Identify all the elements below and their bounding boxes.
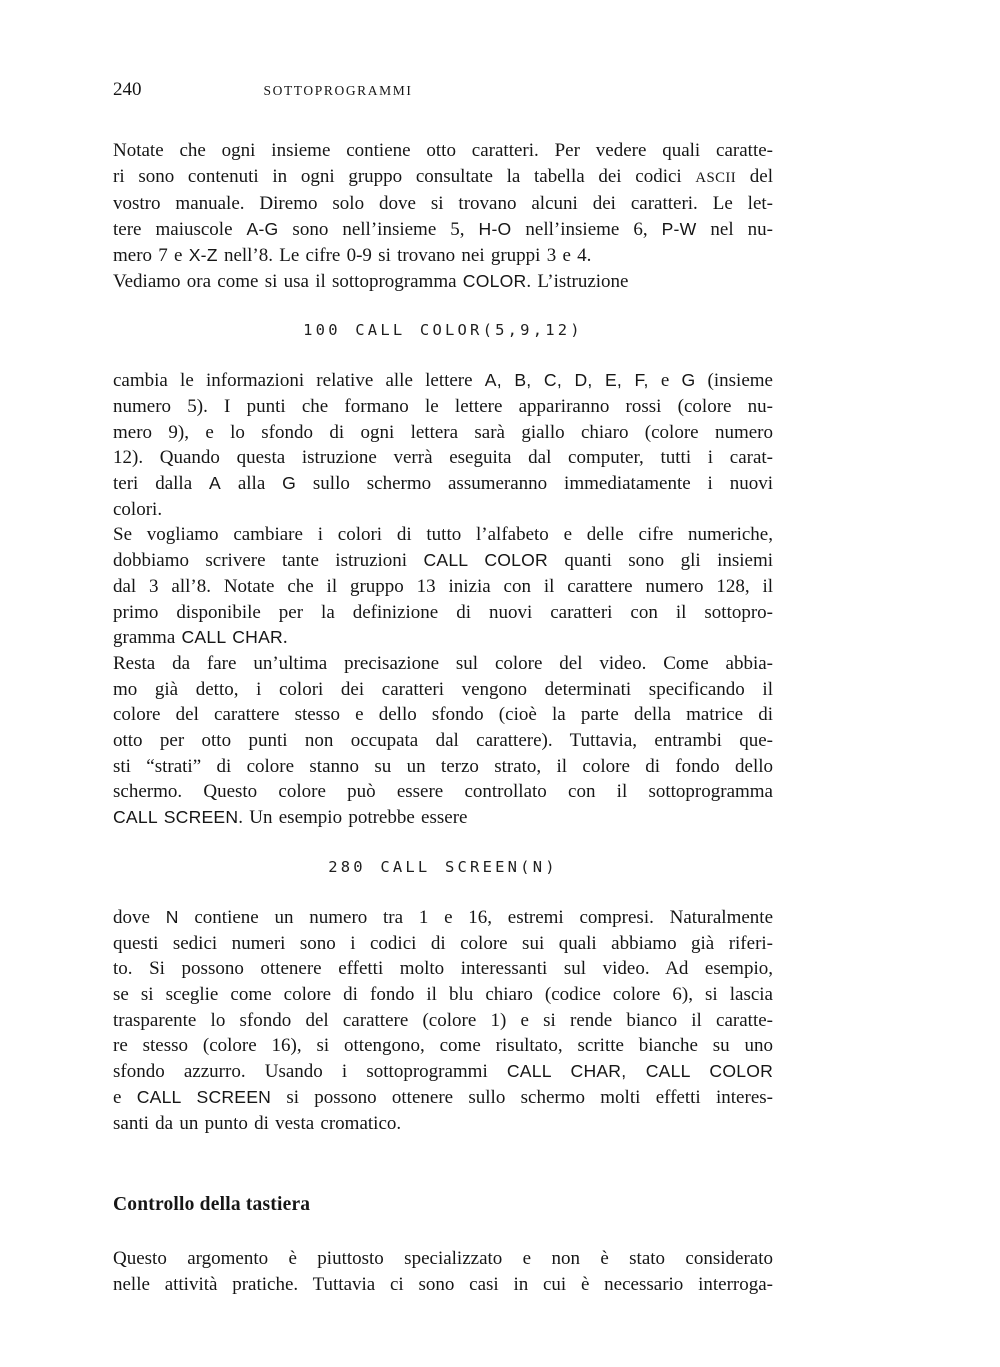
text-line xyxy=(113,243,773,269)
body-text: sti “strati” di colore stanno su un terzo strato, il colore di fondo dello xyxy=(113,755,773,777)
body-text: colori. xyxy=(113,498,163,520)
paragraph xyxy=(113,368,773,522)
paragraph xyxy=(113,905,773,1136)
body-text: alla xyxy=(220,473,283,495)
paragraph xyxy=(113,138,773,269)
text-line xyxy=(113,164,773,192)
text-line xyxy=(113,269,773,295)
body-text: primo disponibile per la definizione di nuovi caratteri con il sottopro- xyxy=(113,601,773,623)
code-inline: CALL CHAR, CALL COLOR xyxy=(506,1061,773,1082)
body-text: sono nell’insieme 5, xyxy=(278,219,479,241)
text-line xyxy=(113,522,773,548)
body-text: re stesso (colore 16), si ottengono, come risultato, scritte bianche su uno xyxy=(113,1035,773,1057)
text-line xyxy=(113,754,773,780)
body-text: e xyxy=(113,1086,137,1108)
body-text: nell’8. Le cifre 0-9 si trovano nei gruppi 3 e 4. xyxy=(217,244,592,266)
text-line xyxy=(113,625,773,651)
text-line xyxy=(113,651,773,677)
body-text: contiene un numero tra 1 e 16, estremi compresi. Naturalmente xyxy=(178,906,773,928)
body-text: otto per otto punti non occupata dal carattere). Tuttavia, entrambi que- xyxy=(113,730,773,752)
code-inline: G xyxy=(282,473,297,494)
code-inline: H-O xyxy=(478,219,512,240)
paragraph xyxy=(113,269,773,295)
body-text: to. Si possono ottenere effetti molto interessanti sul video. Ad esempio, xyxy=(113,958,773,980)
body-text: Vediamo ora come si usa il sottoprogramma xyxy=(113,270,463,292)
text-line xyxy=(113,931,773,957)
body-text: se si sceglie come colore di fondo il blu chiaro (codice colore 6), si lascia xyxy=(113,983,773,1005)
text-line xyxy=(113,728,773,754)
code-inline: G xyxy=(681,370,696,391)
content xyxy=(113,138,773,1298)
text-line xyxy=(113,1085,773,1111)
body-text: mero 7 e xyxy=(113,244,189,266)
text-line xyxy=(113,574,773,600)
body-text: e xyxy=(648,370,682,392)
text-line xyxy=(113,368,773,394)
body-text: Se vogliamo cambiare i colori di tutto l’alfabeto e delle cifre numeriche, xyxy=(113,524,773,546)
code-inline: CALL SCREEN xyxy=(136,1086,272,1107)
code-listing: 280 CALL SCREEN(N) xyxy=(328,857,558,876)
text-line xyxy=(113,1246,773,1272)
text-line xyxy=(113,1033,773,1059)
text-line xyxy=(113,1008,773,1034)
text-line xyxy=(113,1111,773,1137)
smallcaps-text: ASCII xyxy=(695,169,737,186)
paragraph xyxy=(113,651,773,831)
text-line xyxy=(113,702,773,728)
body-text: Notate che ogni insieme contiene otto caratteri. Per vedere quali caratte- xyxy=(113,140,773,161)
body-text: dal 3 all’8. Notate che il gruppo 13 inizia con il carattere numero 128, il xyxy=(113,575,773,597)
text-line xyxy=(113,1272,773,1298)
text-line xyxy=(113,677,773,703)
code-listing: 100 CALL COLOR(5,9,12) xyxy=(303,321,583,340)
body-text: del xyxy=(736,165,773,187)
text-line xyxy=(113,497,773,523)
body-text: nelle attività pratiche. Tuttavia ci sono casi in cui è necessario interroga- xyxy=(113,1273,773,1295)
body-text: nel nu- xyxy=(696,219,773,241)
text-line xyxy=(113,956,773,982)
body-text: sfondo azzurro. Usando i sottoprogrammi xyxy=(113,1061,507,1083)
body-text: numero 5). I punti che formano le lettere appariranno rossi (colore nu- xyxy=(113,395,773,417)
page-header xyxy=(113,79,773,101)
body-text: mero 9), e lo sfondo di ogni lettera sarà giallo chiaro (colore numero xyxy=(113,421,773,443)
text-line xyxy=(113,191,773,217)
text-line xyxy=(113,600,773,626)
code-inline: N xyxy=(165,906,179,927)
code-inline: A, B, C, D, E, F, xyxy=(484,370,649,391)
text-line xyxy=(113,217,773,243)
text-line xyxy=(113,394,773,420)
text-line xyxy=(113,138,773,164)
body-text: sullo schermo assumeranno immediatamente i nuovi xyxy=(296,473,773,495)
body-text: . Un esempio potrebbe essere xyxy=(238,807,468,829)
code-inline: P-W xyxy=(661,219,697,240)
body-text: questi sedici numeri sono i codici di colore sui quali abbiamo già riferi- xyxy=(113,932,773,954)
body-text: dobbiamo scrivere tante istruzioni xyxy=(113,550,424,572)
body-text: ri sono contenuti in ogni gruppo consultate la tabella dei codici xyxy=(113,165,696,187)
paragraph xyxy=(113,1246,773,1297)
text-line xyxy=(113,905,773,931)
body-text: cambia le informazioni relative alle lettere xyxy=(113,370,485,392)
body-text: trasparente lo sfondo del carattere (colore 1) e si rende bianco il caratte- xyxy=(113,1009,773,1031)
body-text: quanti sono gli insiemi xyxy=(547,550,774,572)
code-inline: X-Z xyxy=(188,244,218,265)
body-text: teri dalla xyxy=(113,473,210,495)
text-line xyxy=(113,445,773,471)
body-text: (insieme xyxy=(695,370,773,392)
body-text: colore del carattere stesso e dello sfondo (cioè la parte della matrice di xyxy=(113,704,773,726)
body-text: schermo. Questo colore può essere controllato con il sottoprogramma xyxy=(113,781,773,803)
body-text: nell’insieme 6, xyxy=(511,219,662,241)
page-number: 240 xyxy=(113,79,142,100)
body-text: dove xyxy=(113,906,166,928)
body-text: si possono ottenere sullo schermo molti effetti interes- xyxy=(271,1086,773,1108)
body-text: santi da un punto di vesta cromatico. xyxy=(113,1112,402,1134)
code-inline: A-G xyxy=(246,219,279,240)
code-inline: CALL SCREEN xyxy=(113,807,239,828)
running-title: SOTTOPROGRAMMI xyxy=(263,83,413,98)
text-line xyxy=(113,548,773,574)
body-text: Questo argomento è piuttosto specializzato e non è stato considerato xyxy=(113,1248,773,1270)
body-text: 12). Quando questa istruzione verrà eseguita dal computer, tutti i carat- xyxy=(113,447,773,469)
body-text: . xyxy=(282,627,288,649)
text-line xyxy=(113,805,773,831)
text-line xyxy=(113,420,773,446)
body-text: vostro manuale. Diremo solo dove si trovano alcuni dei caratteri. Le let- xyxy=(113,193,773,215)
code-inline: A xyxy=(209,473,221,494)
text-line xyxy=(113,779,773,805)
body-text: tere maiuscole xyxy=(113,219,247,241)
body-text: mo già detto, i colori dei caratteri vengono determinati specificando il xyxy=(113,678,773,700)
section-heading: Controllo della tastiera xyxy=(113,1194,311,1216)
code-inline: COLOR xyxy=(462,270,527,291)
body-text: Resta da fare un’ultima precisazione sul colore del video. Come abbia- xyxy=(113,652,773,674)
paragraph xyxy=(113,522,773,651)
body-text: gramma xyxy=(113,627,182,649)
text-line xyxy=(113,471,773,497)
text-line xyxy=(113,982,773,1008)
code-inline: CALL CHAR xyxy=(181,627,283,648)
text-line xyxy=(113,1059,773,1085)
code-inline: CALL COLOR xyxy=(423,550,548,571)
body-text: . L’istruzione xyxy=(526,270,629,292)
